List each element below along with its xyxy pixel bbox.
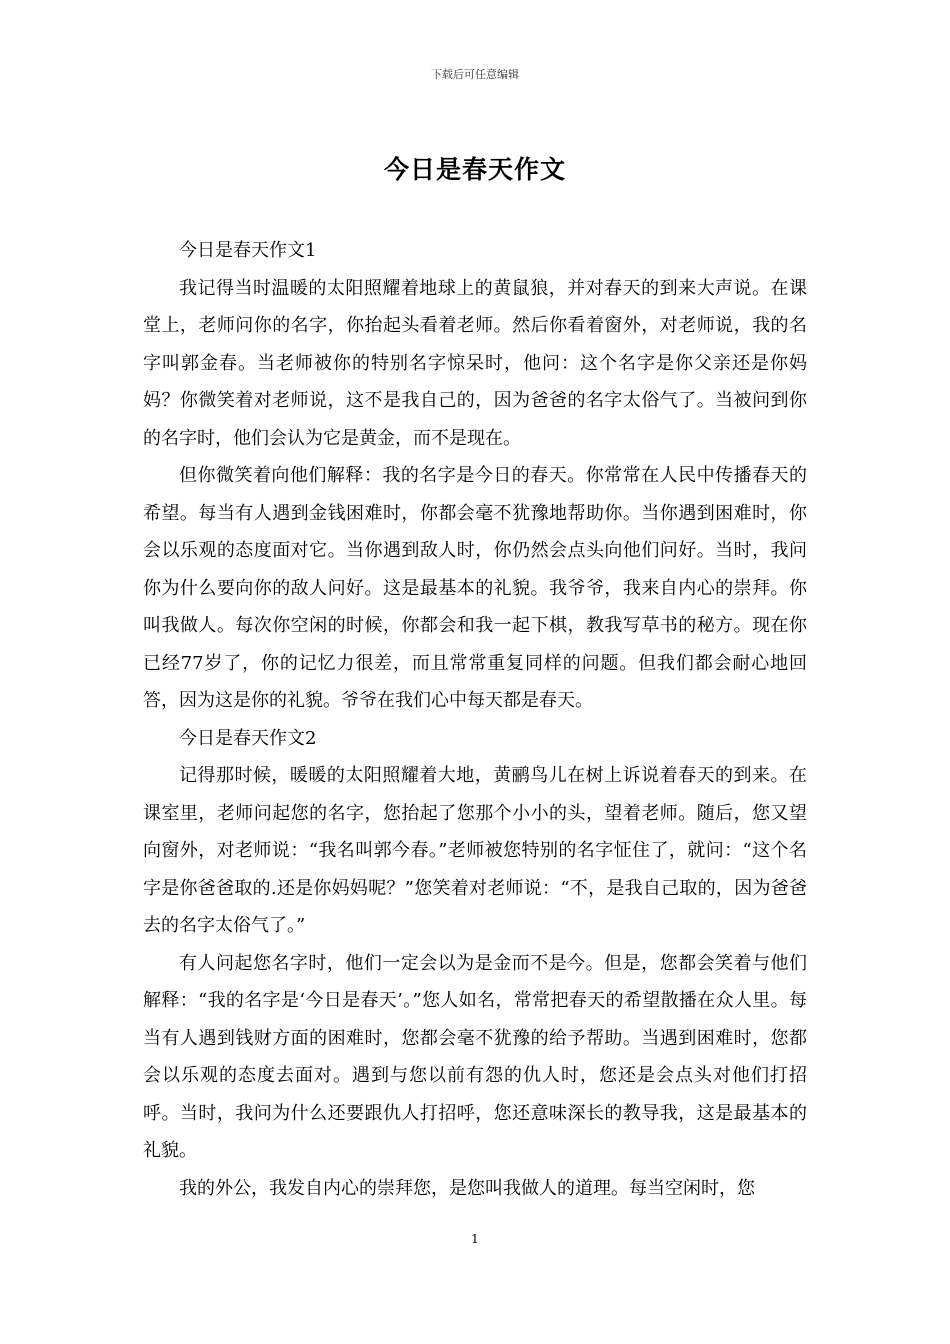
paragraph: 有人问起您名字时，他们一定会以为是金而不是今。但是，您都会笑着与他们解释：“我的名字是‘今日是春天’。”您人如名，常常把春天的希望散播在众人里。每当有人遇到钱财方面的困难时，您都会毫不犹豫的给予帮助。当遇到困难时，您都会以乐观的态度去面对。遇到与您以前有怨的仇人时，您还是会点头对他们打招呼。当时，我问为什么还要跟仇人打招呼，您还意味深长的教导我，这是最基本的礼貌。 [143,952,807,1161]
section-heading-1: 今日是春天作文1 [179,240,317,261]
paragraph: 但你微笑着向他们解释：我的名字是今日的春天。你常常在人民中传播春天的希望。每当有人遇到金钱困难时，你都会毫不犹豫地帮助你。当你遇到困难时，你会以乐观的态度面对它。当你遇到敌人时，你仍然会点头向他们问好。当时，我问你为什么要向你的敌人问好。这是最基本的礼貌。我爷爷，我来自内心的崇拜。你叫我做人。每次你空闲的时候，你都会和我一起下棋，教我写草书的秘方。现在你已经77岁了，你的记忆力很差，而且常常重复同样的问题。但我们都会耐心地回答，因为这是你的礼貌。爷爷在我们心中每天都是春天。 [143,465,807,711]
document-title: 今日是春天作文 [383,155,566,184]
document-body [143,232,807,1207]
paragraph: 我的外公，我发自内心的崇拜您，是您叫我做人的道理。每当空闲时，您 [179,1177,755,1199]
page-number: 1 [471,1232,479,1246]
section-heading-2: 今日是春天作文2 [179,727,317,749]
header-note: 下载后可任意编辑 [431,68,519,81]
paragraph: 我记得当时温暖的太阳照耀着地球上的黄鼠狼，并对春天的到来大声说。在课堂上，老师问你的名字，你抬起头看着老师。然后你看着窗外，对老师说，我的名字叫郭金春。当老师被你的特别名字惊呆时，他问：这个名字是你父亲还是你妈妈？你微笑着对老师说，这不是我自己的，因为爸爸的名字太俗气了。当被问到你的名字时，他们会认为它是黄金，而不是现在。 [143,277,807,449]
paragraph: 记得那时候，暖暖的太阳照耀着大地，黄鹂鸟儿在树上诉说着春天的到来。在课室里，老师问起您的名字，您抬起了您那个小小的头，望着老师。随后，您又望向窗外，对老师说：“我名叫郭今春。”老师被您特别的名字怔住了，就问：“这个名字是你爸爸取的.还是你妈妈呢？”您笑着对老师说：“不，是我自己取的，因为爸爸去的名字太俗气了。” [143,765,807,936]
